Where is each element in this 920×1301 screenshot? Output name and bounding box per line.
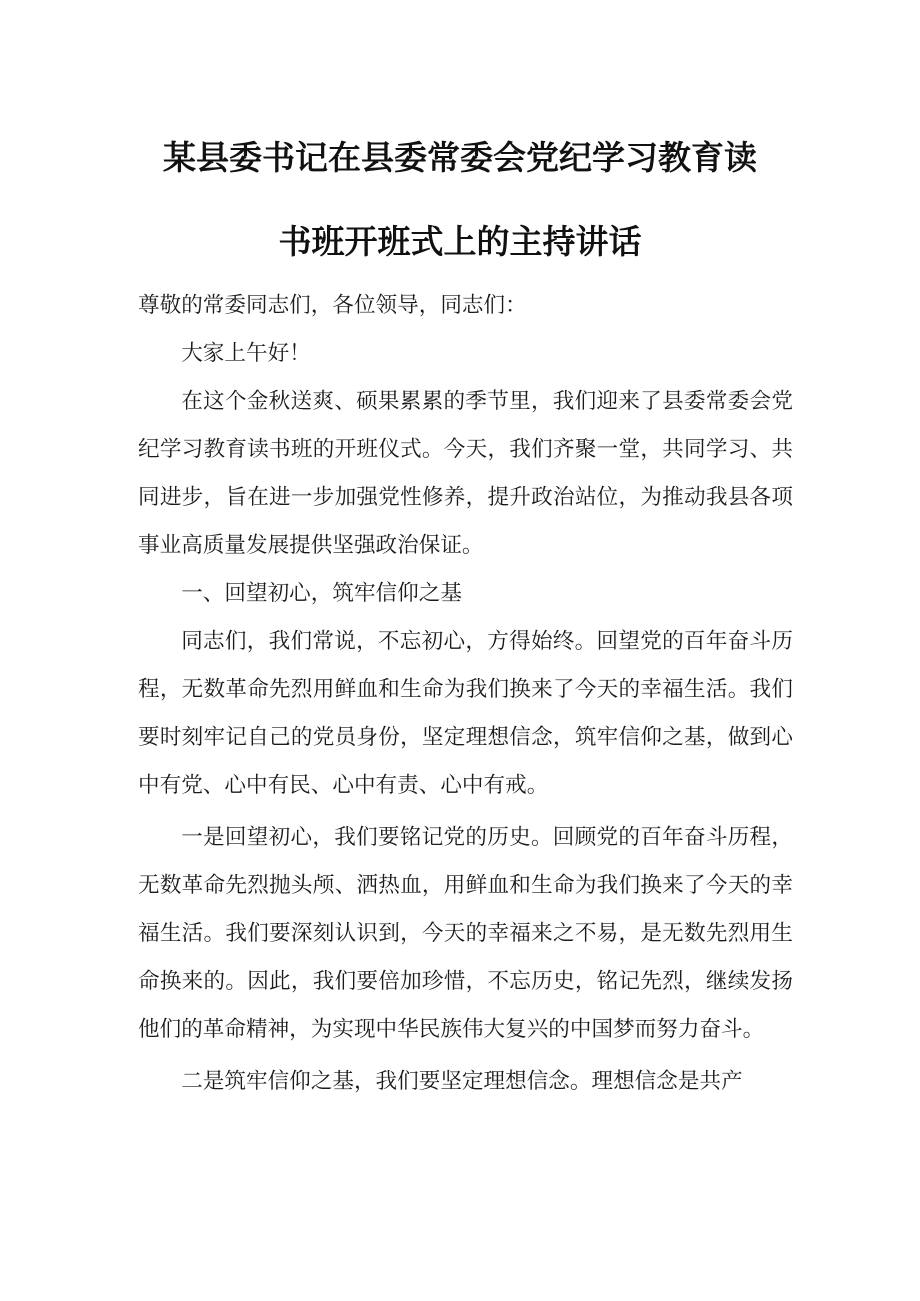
document-title-line-2: 书班开班式上的主持讲话 [278, 222, 642, 261]
greeting: 大家上午好！ [181, 341, 311, 366]
paragraph-opening: 在这个金秋送爽、硕果累累的季节里，我们迎来了县委常委会党纪学习教育读书班的开班仪式。今天，我们齐聚一堂，共同学习、共同进步，旨在进一步加强党性修养，提升政治站位，为推动我县各项事业高质量发展提供坚强政治保证。 [138, 389, 793, 558]
document-title-line-1: 某县委书记在县委常委会党纪学习教育读 [163, 138, 757, 177]
salutation: 尊敬的常委同志们，各位领导，同志们： [138, 293, 527, 318]
paragraph-point-2: 二是筑牢信仰之基，我们要坚定理想信念。理想信念是共产 [181, 1069, 743, 1094]
section-heading-1: 一、回望初心，筑牢信仰之基 [181, 581, 462, 606]
paragraph-point-1: 一是回望初心，我们要铭记党的历史。回顾党的百年奋斗历程，无数革命先烈抛头颅、洒热血，用鲜血和生命为我们换来了今天的幸福生活。我们要深刻认识到，今天的幸福来之不易，是无数先烈用生命换来的。因此，我们要倍加珍惜，不忘历史，铭记先烈，继续发扬他们的革命精神，为实现中华民族伟大复兴的中国梦而努力奋斗。 [138, 825, 793, 1042]
paragraph-section-1: 同志们，我们常说，不忘初心，方得始终。回望党的百年奋斗历程，无数革命先烈用鲜血和生命为我们换来了今天的幸福生活。我们要时刻牢记自己的党员身份，坚定理想信念，筑牢信仰之基，做到心中有党、心中有民、心中有责、心中有戒。 [138, 629, 793, 798]
document-body [138, 282, 793, 1106]
